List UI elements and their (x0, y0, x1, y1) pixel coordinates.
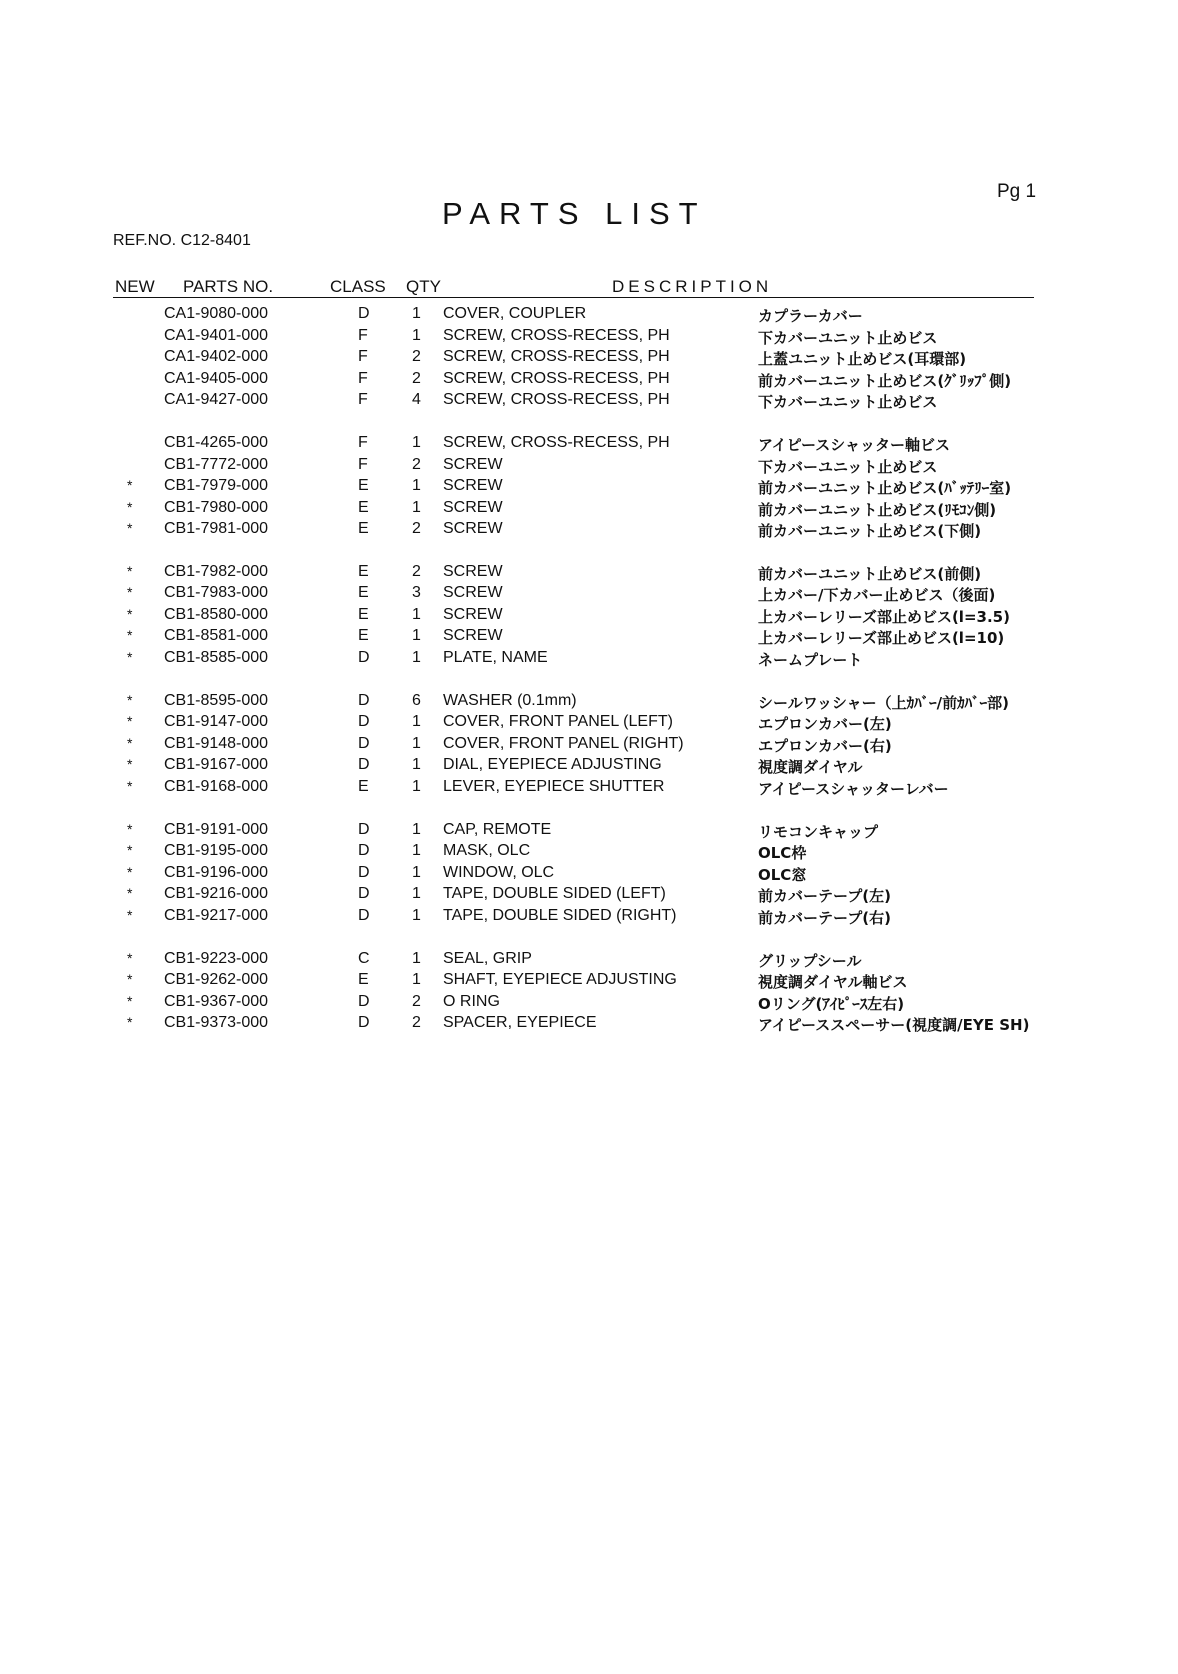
table-row (0, 778, 1178, 800)
table-row (0, 627, 1178, 649)
part-description-jp: アイピースシャッターレバー (758, 780, 949, 798)
new-marker: * (127, 842, 133, 858)
part-description: COVER, COUPLER (443, 305, 587, 322)
part-number: CB1-9147-000 (164, 713, 269, 730)
part-description: SCREW (443, 627, 503, 644)
part-number: CB1-8580-000 (164, 606, 269, 623)
part-description-jp: 前カバーユニット止めビス(ﾊﾞｯﾃﾘｰ室) (758, 479, 1012, 497)
part-number: CB1-7980-000 (164, 499, 269, 516)
table-row (0, 348, 1178, 370)
part-qty: 1 (412, 907, 421, 924)
part-description: COVER, FRONT PANEL (RIGHT) (443, 735, 684, 752)
part-qty: 1 (412, 434, 421, 451)
part-description: TAPE, DOUBLE SIDED (LEFT) (443, 885, 666, 902)
new-marker: * (127, 907, 133, 923)
new-marker: * (127, 950, 133, 966)
part-qty: 1 (412, 842, 421, 859)
part-class: F (358, 327, 368, 344)
part-description-jp: カプラーカバー (758, 307, 863, 325)
part-description: SCREW (443, 606, 503, 623)
part-description: SCREW, CROSS-RECESS, PH (443, 434, 670, 451)
part-qty: 1 (412, 499, 421, 516)
part-number: CA1-9080-000 (164, 305, 269, 322)
part-description-jp: 下カバーユニット止めビス (758, 458, 938, 476)
part-number: CB1-9223-000 (164, 950, 269, 967)
part-class: E (358, 778, 369, 795)
part-class: E (358, 520, 369, 537)
part-number: CB1-9195-000 (164, 842, 269, 859)
part-description-jp: OLC窓 (758, 866, 807, 884)
part-description-jp: アイピースシャッター軸ビス (758, 436, 951, 454)
part-description: DIAL, EYEPIECE ADJUSTING (443, 756, 662, 773)
part-class: D (358, 842, 370, 859)
part-qty: 1 (412, 713, 421, 730)
part-qty: 1 (412, 864, 421, 881)
part-number: CB1-4265-000 (164, 434, 269, 451)
part-number: CB1-7982-000 (164, 563, 269, 580)
part-qty: 1 (412, 950, 421, 967)
part-description: SCREW, CROSS-RECESS, PH (443, 327, 670, 344)
part-number: CB1-7983-000 (164, 584, 269, 601)
part-qty: 6 (412, 692, 421, 709)
table-row (0, 305, 1178, 327)
part-qty: 2 (412, 563, 421, 580)
reference-number: REF.NO. C12-8401 (113, 232, 251, 249)
column-header-new: NEW (115, 277, 155, 296)
part-class: E (358, 477, 369, 494)
table-row (0, 1014, 1178, 1036)
part-description-jp: Oリング(ｱｲﾋﾟｰｽ左右) (758, 995, 905, 1013)
table-row (0, 584, 1178, 606)
part-class: F (358, 348, 368, 365)
new-marker: * (127, 885, 133, 901)
table-row (0, 606, 1178, 628)
table-row (0, 649, 1178, 671)
part-class: E (358, 563, 369, 580)
part-number: CB1-8595-000 (164, 692, 269, 709)
part-qty: 2 (412, 520, 421, 537)
new-marker: * (127, 864, 133, 880)
part-number: CB1-8581-000 (164, 627, 269, 644)
part-description: SCREW (443, 477, 503, 494)
table-row (0, 907, 1178, 929)
new-marker: * (127, 756, 133, 772)
part-description-jp: 下カバーユニット止めビス (758, 329, 938, 347)
part-number: CA1-9405-000 (164, 370, 269, 387)
part-description: SCREW, CROSS-RECESS, PH (443, 370, 670, 387)
part-qty: 1 (412, 327, 421, 344)
part-qty: 4 (412, 391, 421, 408)
table-row (0, 993, 1178, 1015)
part-qty: 2 (412, 348, 421, 365)
new-marker: * (127, 563, 133, 579)
part-class: D (358, 305, 370, 322)
table-row (0, 370, 1178, 392)
new-marker: * (127, 606, 133, 622)
new-marker: * (127, 993, 133, 1009)
column-header-parts-no: PARTS NO. (183, 277, 274, 296)
part-qty: 1 (412, 971, 421, 988)
part-qty: 1 (412, 627, 421, 644)
part-description-jp: 上蓋ユニット止めビス(耳環部) (758, 350, 967, 368)
part-number: CB1-9148-000 (164, 735, 269, 752)
table-row (0, 864, 1178, 886)
part-description-jp: アイピーススペーサー(視度調/EYE SH) (758, 1016, 1030, 1034)
part-class: D (358, 907, 370, 924)
column-header-description: DESCRIPTION (612, 277, 773, 296)
new-marker: * (127, 713, 133, 729)
part-description-jp: 前カバーユニット止めビス(ﾘﾓｺﾝ側) (758, 501, 997, 519)
part-number: CB1-7981-000 (164, 520, 269, 537)
page-number: Pg 1 (997, 181, 1037, 202)
part-description: O RING (443, 993, 500, 1010)
part-number: CB1-9168-000 (164, 778, 269, 795)
table-row (0, 477, 1178, 499)
part-description-jp: エプロンカバー(右) (758, 737, 892, 755)
table-row (0, 950, 1178, 972)
part-description: SCREW (443, 520, 503, 537)
part-description-jp: 上カバーレリーズ部止めビス(l=3.5) (758, 608, 1010, 626)
part-description: MASK, OLC (443, 842, 531, 859)
part-description: SCREW (443, 456, 503, 473)
part-number: CB1-9262-000 (164, 971, 269, 988)
part-number: CB1-9217-000 (164, 907, 269, 924)
part-description: SCREW, CROSS-RECESS, PH (443, 391, 670, 408)
new-marker: * (127, 627, 133, 643)
new-marker: * (127, 821, 133, 837)
part-class: C (358, 950, 370, 967)
part-class: E (358, 971, 369, 988)
part-qty: 3 (412, 584, 421, 601)
table-row (0, 563, 1178, 585)
part-class: D (358, 692, 370, 709)
part-number: CB1-9196-000 (164, 864, 269, 881)
part-class: D (358, 993, 370, 1010)
part-number: CB1-7772-000 (164, 456, 269, 473)
part-qty: 1 (412, 885, 421, 902)
part-description: SCREW (443, 563, 503, 580)
part-qty: 1 (412, 606, 421, 623)
part-description-jp: 上カバーレリーズ部止めビス(l=10) (758, 629, 1005, 647)
column-header-qty: QTY (406, 277, 441, 296)
page-title: PARTS LIST (442, 196, 707, 231)
part-number: CB1-9373-000 (164, 1014, 269, 1031)
part-description: LEVER, EYEPIECE SHUTTER (443, 778, 665, 795)
part-qty: 1 (412, 649, 421, 666)
new-marker: * (127, 1014, 133, 1030)
column-header-class: CLASS (330, 277, 386, 296)
part-class: D (358, 885, 370, 902)
part-description-jp: 前カバーテープ(左) (758, 887, 891, 905)
part-qty: 1 (412, 756, 421, 773)
part-description: SCREW (443, 584, 503, 601)
part-number: CA1-9427-000 (164, 391, 269, 408)
part-class: D (358, 756, 370, 773)
part-class: F (358, 456, 368, 473)
part-qty: 2 (412, 1014, 421, 1031)
part-description: SEAL, GRIP (443, 950, 532, 967)
table-row (0, 692, 1178, 714)
table-row (0, 520, 1178, 542)
new-marker: * (127, 477, 133, 493)
part-qty: 2 (412, 993, 421, 1010)
part-number: CA1-9402-000 (164, 348, 269, 365)
part-number: CB1-9167-000 (164, 756, 269, 773)
part-number: CB1-9216-000 (164, 885, 269, 902)
part-description-jp: エプロンカバー(左) (758, 715, 892, 733)
part-description-jp: 前カバーユニット止めビス(下側) (758, 522, 982, 540)
part-class: E (358, 606, 369, 623)
part-class: D (358, 649, 370, 666)
part-description-jp: ネームプレート (758, 651, 863, 669)
part-class: D (358, 735, 370, 752)
new-marker: * (127, 971, 133, 987)
part-qty: 2 (412, 370, 421, 387)
part-description: WASHER (0.1mm) (443, 692, 577, 709)
part-number: CA1-9401-000 (164, 327, 269, 344)
part-description: SPACER, EYEPIECE (443, 1014, 597, 1031)
part-class: F (358, 434, 368, 451)
part-qty: 1 (412, 305, 421, 322)
part-description: COVER, FRONT PANEL (LEFT) (443, 713, 673, 730)
part-description: SCREW (443, 499, 503, 516)
part-class: E (358, 584, 369, 601)
table-row (0, 327, 1178, 349)
table-row (0, 456, 1178, 478)
part-description: SHAFT, EYEPIECE ADJUSTING (443, 971, 677, 988)
table-row (0, 971, 1178, 993)
table-row (0, 735, 1178, 757)
part-class: F (358, 370, 368, 387)
part-number: CB1-9191-000 (164, 821, 269, 838)
new-marker: * (127, 499, 133, 515)
table-row (0, 713, 1178, 735)
table-row (0, 821, 1178, 843)
part-qty: 1 (412, 477, 421, 494)
table-row (0, 885, 1178, 907)
part-description-jp: OLC枠 (758, 844, 807, 862)
part-class: D (358, 1014, 370, 1031)
new-marker: * (127, 520, 133, 536)
new-marker: * (127, 584, 133, 600)
part-class: F (358, 391, 368, 408)
table-row (0, 499, 1178, 521)
part-description-jp: シールワッシャー（上ｶﾊﾞｰ/前ｶﾊﾞｰ部) (758, 694, 1009, 712)
part-description-jp: 下カバーユニット止めビス (758, 393, 938, 411)
part-description: WINDOW, OLC (443, 864, 555, 881)
part-description: PLATE, NAME (443, 649, 548, 666)
part-class: E (358, 627, 369, 644)
part-class: E (358, 499, 369, 516)
part-description-jp: 前カバーユニット止めビス(前側) (758, 565, 982, 583)
table-row (0, 391, 1178, 413)
part-class: D (358, 864, 370, 881)
new-marker: * (127, 692, 133, 708)
table-row (0, 434, 1178, 456)
part-number: CB1-9367-000 (164, 993, 269, 1010)
part-description: CAP, REMOTE (443, 821, 552, 838)
part-number: CB1-7979-000 (164, 477, 269, 494)
part-description-jp: グリップシール (758, 952, 862, 970)
part-description-jp: 上カバー/下カバー止めビス（後面) (758, 586, 996, 604)
part-qty: 1 (412, 778, 421, 795)
part-description: TAPE, DOUBLE SIDED (RIGHT) (443, 907, 677, 924)
part-description-jp: 視度調ダイヤル軸ビス (758, 973, 908, 991)
table-row (0, 842, 1178, 864)
part-description-jp: 視度調ダイヤル (758, 758, 863, 776)
part-description-jp: リモコンキャップ (758, 823, 879, 841)
table-row (0, 756, 1178, 778)
new-marker: * (127, 778, 133, 794)
new-marker: * (127, 649, 133, 665)
part-class: D (358, 821, 370, 838)
part-description: SCREW, CROSS-RECESS, PH (443, 348, 670, 365)
part-description-jp: 前カバーユニット止めビス(ｸﾞﾘｯﾌﾟ側) (758, 372, 1012, 390)
part-qty: 1 (412, 821, 421, 838)
part-class: D (358, 713, 370, 730)
part-number: CB1-8585-000 (164, 649, 269, 666)
part-qty: 2 (412, 456, 421, 473)
new-marker: * (127, 735, 133, 751)
part-qty: 1 (412, 735, 421, 752)
part-description-jp: 前カバーテープ(右) (758, 909, 891, 927)
